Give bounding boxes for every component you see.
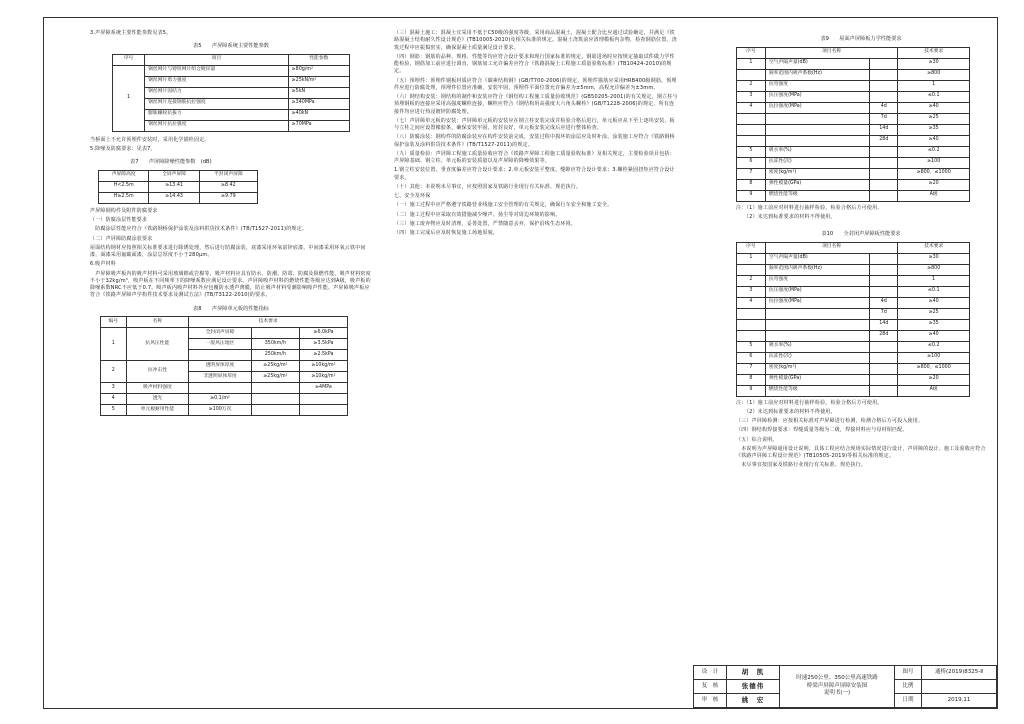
table-cell: ≥5kN: [288, 87, 349, 98]
table-cell: ≥20: [898, 374, 970, 385]
table-cell: [765, 113, 869, 124]
table-cell: 透明屏体厚度: [189, 361, 252, 372]
table-cell: ≥340MPa: [288, 98, 349, 109]
column-middle: [394, 30, 679, 239]
table-cell: 14d: [870, 319, 898, 330]
table-header-cell: 名称: [126, 317, 189, 328]
body-paragraph: （二）施工过程中应采取有效措施减少噪声、扬尘等对周边环境的影响。: [394, 211, 561, 218]
table-row: [737, 352, 970, 363]
table-cell: 抗拉强度(MPa): [765, 297, 869, 308]
body-paragraph: （二）声屏障防腐涂装要求: [90, 235, 153, 242]
reviewer-signature: 姚 宏: [727, 694, 780, 708]
table-cell: [737, 330, 766, 341]
table-cell: 7: [737, 168, 766, 179]
body-paragraph: 声屏障钢构件及附件防腐要求: [90, 207, 158, 214]
table-cell: [870, 385, 898, 396]
table-cell: 2: [737, 80, 766, 91]
table-cell: 密度(kg/m³): [765, 363, 869, 374]
table-cell: [765, 124, 869, 135]
notes-a: [90, 137, 372, 154]
table-cell: [737, 113, 766, 124]
table-cell: [870, 157, 898, 168]
table-row: [737, 319, 970, 330]
table-header-row: [99, 170, 258, 181]
table-cell: 3: [737, 286, 766, 297]
column-left: [90, 30, 372, 416]
table-row: [113, 87, 350, 98]
designer-label: 设 计: [694, 666, 727, 680]
table-cell: ≤0.1: [898, 91, 970, 102]
table-cell: ≥800: [898, 264, 970, 275]
table-cell: ≥30: [898, 253, 970, 264]
drawing-no-label: 图号: [895, 666, 922, 680]
table-cell: A级: [898, 190, 970, 201]
note-text: 注：（1）施工前应对材料进行抽样检验，检验合格后方可使用。: [736, 204, 883, 211]
table-cell: ≥10kg/m²: [299, 361, 347, 372]
table-cell: [765, 308, 869, 319]
table-cell: [870, 363, 898, 374]
table-header-row: [737, 242, 970, 253]
body-paragraph: 七、安全及环保: [394, 193, 431, 199]
table-row: [101, 361, 348, 372]
table-cell: 4: [737, 102, 766, 113]
table-row: [113, 65, 350, 76]
table-cell: ≥30: [898, 58, 970, 69]
table5: [112, 54, 350, 132]
date-label: 日期: [895, 694, 922, 708]
table-cell: 5: [101, 405, 127, 416]
table-row: [737, 58, 970, 69]
table-header-cell: 技术要求: [898, 242, 970, 253]
column-right: [736, 30, 986, 472]
table-cell: 28d: [870, 135, 898, 146]
table-row: [737, 124, 970, 135]
table-cell: 7d: [870, 113, 898, 124]
table-cell: 7: [737, 363, 766, 374]
table7-caption: 表7 声屏障降噪性能参数 (dB): [130, 159, 212, 166]
table-cell: 1: [898, 275, 970, 286]
table-row: [737, 374, 970, 385]
note-text: 未尽事宜按国家及铁路行业现行有关标准、规范执行。: [736, 462, 867, 469]
table-header-cell: 项目名称: [765, 47, 897, 58]
table-row: [737, 275, 970, 286]
table-cell: ≥35: [898, 124, 970, 135]
table-cell: [251, 383, 299, 394]
table-cell: 频率范围内吸声系数(Hz): [765, 69, 869, 80]
body-paragraph: （一）防腐涂层性能要求: [90, 217, 148, 224]
title-block: [693, 665, 997, 708]
table-cell: ≥4MPa: [299, 383, 347, 394]
table-cell: 吸水率(%): [765, 146, 869, 157]
table-cell: A级: [898, 385, 970, 396]
body-paragraph: （七）声屏障单元板的安装：声屏障单元板的安装应在钢立柱安装完成并检验合格后进行，单元板应从下至上逐块安装，板与立柱之间应设置橡胶条，确保安装牢固、密封良好，单元板安装完成后应进行整体检查。: [394, 117, 675, 131]
table-header-cell: 序号: [737, 47, 766, 58]
table-cell: 250km/h: [251, 350, 299, 361]
table-cell: [737, 264, 766, 275]
table-cell: [737, 319, 766, 330]
note-text: 5.降噪及防腐要求：见表7。: [90, 146, 156, 153]
table-cell: [737, 124, 766, 135]
table9: [736, 47, 970, 202]
table-cell: [251, 394, 299, 405]
table-cell: 弹性模量(GPa): [765, 179, 869, 190]
table-cell: ≥100: [898, 352, 970, 363]
body-paragraph: （三）施工废弃物应及时清理，妥善处置，严禁随意丢弃，保护沿线生态环境。: [394, 220, 577, 227]
table-cell: ≥800，≤1000: [898, 168, 970, 179]
table-cell: ≥25: [898, 113, 970, 124]
table-cell: 1: [898, 80, 970, 91]
table-row: [737, 253, 970, 264]
table-cell: 一般风压地区: [189, 339, 252, 350]
table-header-cell: 项目名称: [765, 242, 897, 253]
table-cell: 3: [737, 91, 766, 102]
table-header-cell: 项目: [145, 54, 289, 65]
table-row: [737, 146, 970, 157]
date: 2019.11: [922, 694, 997, 708]
table-cell: [870, 341, 898, 352]
designer-signature: 胡 凯: [727, 666, 780, 680]
body-paragraph: （四）钢筋：钢筋的品种、规格、性能等均应符合设计要求和现行国家标准的规定，钢筋进场时应按规定抽取试件做力学性能检验，钢筋加工前应进行调直，钢筋加工允许偏差应符合《铁路混凝土工程施工质量验收标准》(TB10424-2010)的规定。: [394, 53, 675, 75]
body-paragraph: （八）防腐涂装：钢构件的防腐涂装应在构件安装前完成，安装过程中损坏的涂层应及时补涂，涂装施工应符合《铁路钢桥保护涂装及涂料供货技术条件》(TB/T1527-2011)的规定。: [394, 134, 675, 148]
table-cell: ≥3.5kPa: [299, 339, 347, 350]
table-row: [737, 102, 970, 113]
table-cell: 5: [737, 341, 766, 352]
table-cell: [737, 135, 766, 146]
note-text: 注：（1）施工前应对材料进行抽样检验，检验合格后方可使用。: [736, 399, 883, 406]
table-cell: [737, 308, 766, 319]
table-row: [99, 181, 258, 192]
body-paragraph: （一）施工过程中应严格遵守铁路营业线施工安全管理的有关规定，确保行车安全和施工安全。: [394, 202, 613, 209]
table-cell: 7d: [870, 308, 898, 319]
table-cell: 燃烧性能等级: [765, 190, 869, 201]
table-cell: 5: [737, 146, 766, 157]
table-cell: 6: [737, 157, 766, 168]
body-paragraph: （六）钢结构安装：钢结构的制作和安装应符合《钢结构工程施工质量验收规范》(GB50205-2001)的有关规定，钢立柱与预埋钢板的连接应采用高强度螺栓连接，螺栓应符合《钢结构用高强度大六角头螺栓》(GB/T1228-2006)的规定，所有连接件均应进行热浸镀锌防腐处理。: [394, 94, 678, 115]
table-header-cell: 声屏障高度: [99, 170, 149, 181]
body-paragraph: （十）其他：本说明未尽事宜，应按照国家及铁路行业现行有关标准、规范执行。: [394, 183, 582, 190]
body-paragraph: 6.吸声材料: [90, 261, 116, 268]
table-cell: 全封闭声屏障: [189, 328, 252, 339]
table-cell: [870, 275, 898, 286]
body-paragraph: 声屏障吸声板内的吸声材料可采用玻璃棉或岩棉等，吸声材料应具有防水、防潮、防霉、防腐及阻燃性能，吸声材料密度不小于32kg/m³，吸声板在不同频率下的降噪系数应满足设计要求。声屏障吸声材料的燃烧性能等级应达到A级，吸声板的降噪系数NRC不应低于0.7。吸声板内吸声材料外应包覆防水透声薄膜，防止吸声材料受潮影响吸声性能。声屏障吸声板应符合《铁路声屏障声学构件技术要求及测试方法》(TB/T3122-2010)的要求。: [90, 270, 371, 299]
table-cell: 4d: [870, 102, 898, 113]
table-cell: [870, 69, 898, 80]
table-cell: 抗冻性(次): [765, 352, 869, 363]
table-row: [737, 69, 970, 80]
table-cell: ≥35: [898, 319, 970, 330]
table-cell: ≥80g/m²: [288, 65, 349, 76]
table-cell: ≥10kg/m²: [299, 372, 347, 383]
table-row: [101, 383, 348, 394]
table-header-cell: 序号: [113, 54, 145, 65]
table-cell: ≥14.43: [149, 192, 199, 203]
note-text: （五）综合说明。: [736, 436, 778, 443]
table-cell: 空气声隔声量(dB): [765, 58, 869, 69]
table-cell: [189, 350, 252, 361]
table-cell: 28d: [870, 330, 898, 341]
reviewer-label: 审 核: [694, 694, 727, 708]
table-cell: 8: [737, 179, 766, 190]
table-cell: 4: [737, 297, 766, 308]
table-row: [101, 394, 348, 405]
table-cell: ≥20: [898, 179, 970, 190]
table-cell: [870, 146, 898, 157]
table-row: [101, 328, 348, 339]
table-cell: [870, 168, 898, 179]
table-cell: ≥25kg/m²: [251, 372, 299, 383]
ratio: [922, 680, 997, 694]
table-cell: ≥40: [898, 297, 970, 308]
table10-caption: 表10 全封闭声屏障板性能要求: [821, 231, 901, 238]
table-row: [737, 363, 970, 374]
note-text: （四）钢结构焊接要求：焊缝质量等级为二级，焊接材料应与母材相匹配。: [736, 427, 908, 434]
table-cell: 4: [101, 394, 127, 405]
table-cell: 钢丝网片抗拉强度: [145, 120, 289, 131]
table9-caption: 表9 屋面声屏障板力学性能要求: [820, 36, 902, 42]
note-text: 本说明为声屏障通用设计说明，具体工程应结合现场实际情况进行设计，声屏障的设计、施工及验收应符合《铁路声屏障工程设计规范》(TB10505-2019)等相关标准的规定。: [736, 445, 986, 460]
table-row: [737, 190, 970, 201]
project-line-1: 时速250公里、350公里高速铁路: [796, 674, 878, 681]
table-cell: [870, 190, 898, 201]
table-cell: ≥0.1/m²: [189, 394, 252, 405]
table-cell: 350km/h: [251, 339, 299, 350]
intro-text: 3.声屏障系统主要性能参数见表5。: [90, 30, 172, 36]
paragraphs-middle: [394, 30, 679, 237]
table-cell: 钢丝网片与铸铁网片组合镀锌量: [145, 65, 289, 76]
table9-notes: [736, 205, 986, 222]
table-cell: 4d: [870, 297, 898, 308]
body-paragraph: 屋面结构钢材应按照相关标准要求进行除锈处理，然后进行防腐涂装，底漆采用环氧富锌底漆，中间漆采用环氧云铁中间漆，面漆采用氟碳面漆，涂层总厚度不小于280μm。: [90, 244, 366, 259]
table-row: [737, 286, 970, 297]
body-paragraph: （九）质量检验：声屏障工程施工质量验收应符合《铁路声屏障工程施工质量验收标准》及相关规定，主要检验项目包括：声屏障基础、钢立柱、单元板的安装质量以及声屏障的降噪效果等。: [394, 150, 675, 164]
table-cell: [299, 405, 347, 416]
drawing-no: 通桥(2019)8325-Ⅱ: [922, 666, 997, 680]
table-row: [737, 341, 970, 352]
table-cell: [870, 253, 898, 264]
table-row: [737, 330, 970, 341]
table-cell: ≥40kN: [288, 109, 349, 120]
table-header-cell: 性能参数: [288, 54, 349, 65]
table-header-cell: 编号: [101, 317, 127, 328]
table-cell: [870, 179, 898, 190]
table-cell: ≥70MPa: [288, 120, 349, 131]
table-cell: ≥40: [898, 135, 970, 146]
table8-caption: 表8 声屏障单元板的性能指标: [193, 305, 269, 312]
body-paragraph: （五）预埋件：预埋件钢板材质应符合《碳素结构钢》(GB/T700-2006)的规定，预埋件锚筋应采用HRB400级钢筋，预埋件应进行防腐处理，预埋件位置应准确，安装牢固，预埋件平面位置允许偏差为±5mm，高程允许偏差为±3mm。: [394, 77, 677, 91]
table-cell: 2: [101, 361, 127, 383]
note-text: 当桥面上不允许预埋件安装时，采用化学锚栓固定。: [90, 136, 210, 143]
table-cell: [765, 135, 869, 146]
table-cell: ≥100万次: [189, 405, 252, 416]
table7: [98, 170, 258, 204]
table-cell: [870, 91, 898, 102]
table-cell: ≥800: [898, 69, 970, 80]
table-cell: 透光: [126, 394, 189, 405]
note-text: （三）声屏障检测：应按相关标准对声屏障进行检测，检测合格后方可投入使用。: [736, 418, 924, 425]
table-row: [737, 80, 970, 91]
table-header-row: [113, 54, 350, 65]
table-cell: [189, 383, 252, 394]
table-header-cell: 半封闭声屏障: [199, 170, 257, 181]
table-header-row: [101, 317, 348, 328]
table-cell: 单元板耐用性能: [126, 405, 189, 416]
table5-caption: 表5 声屏障系统主要性能参数: [193, 43, 269, 50]
table-cell: ≥6.0kPa: [299, 328, 347, 339]
table-cell: 钢丝网片剪力强度: [145, 76, 289, 87]
table-cell: 吸声材料强度: [126, 383, 189, 394]
table-row: [737, 297, 970, 308]
table-cell: 抗弯强度: [765, 275, 869, 286]
table10: [736, 242, 970, 397]
table-row: [737, 157, 970, 168]
table-row: [737, 168, 970, 179]
table-cell: ≥800，≤1000: [898, 363, 970, 374]
table-cell: ≥9.79: [199, 192, 257, 203]
table-cell: 1: [113, 65, 145, 131]
table-cell: 抗弯强度: [765, 80, 869, 91]
table-cell: [870, 58, 898, 69]
table-cell: 频率范围内吸声系数(Hz): [765, 264, 869, 275]
table-cell: ≥100: [898, 157, 970, 168]
body-paragraph: （四）施工完成后应及时恢复施工场地原貌。: [394, 230, 499, 236]
table-cell: 抗压强度(MPa): [765, 286, 869, 297]
table-row: [737, 308, 970, 319]
table-cell: 9: [737, 190, 766, 201]
table-cell: [870, 80, 898, 91]
table-cell: ≥13.41: [149, 181, 199, 192]
table-header-cell: 序号: [737, 242, 766, 253]
table-cell: 燃烧性能等级: [765, 385, 869, 396]
table-cell: 膨胀螺栓抗拔力: [145, 109, 289, 120]
table-cell: 9: [737, 385, 766, 396]
table-cell: 1: [737, 253, 766, 264]
body-paragraph: （三）混凝土施工：混凝土宜采用不低于C50级的强度等级，采用商品混凝土，混凝土配合比应通过试验确定，并满足《铁路混凝土结构耐久性设计规范》(TB10005-2010)及相关标准的规定。混凝土浇筑前应清理模板内杂物，检查钢筋位置，浇筑过程中应振捣密实，确保混凝土质量满足设计要求。: [394, 30, 677, 51]
table-cell: 3: [101, 383, 127, 394]
body-paragraph: 防腐涂层性能应符合《铁路钢桥保护涂装及涂料供货技术条件》(TB/T1527-2011)的规定。: [90, 226, 307, 233]
note-text: （2）未达到标准要求的材料不得使用。: [736, 408, 836, 415]
table-cell: 空气声隔声量(dB): [765, 253, 869, 264]
table-header-cell: 全屏声屏障: [149, 170, 199, 181]
paragraphs-left: [90, 208, 372, 300]
note-text: （2）未达到标准要求的材料不得使用。: [736, 213, 836, 220]
table-row: [113, 76, 350, 87]
table-cell: [765, 330, 869, 341]
table-cell: 抗拉强度(MPa): [765, 102, 869, 113]
body-paragraph: 1.钢立柱安装位置、垂直度偏差应符合设计要求；2.单元板安装平整度、缝隙应符合设计要求；3.螺栓紧固扭矩应符合设计要求。: [394, 167, 675, 181]
table-cell: 钢丝网片固结力: [145, 87, 289, 98]
table-row: [737, 135, 970, 146]
ratio-label: 比例: [895, 680, 922, 694]
table-cell: H<2.5m: [99, 181, 149, 192]
table-cell: ≥2.5kPa: [299, 350, 347, 361]
table-row: [737, 91, 970, 102]
table-cell: ≥40: [898, 330, 970, 341]
table-header-cell: 技术要求: [898, 47, 970, 58]
checker-label: 复 核: [694, 680, 727, 694]
table-row: [99, 192, 258, 203]
table-cell: [737, 69, 766, 80]
table-cell: [870, 374, 898, 385]
table-cell: 抗压强度(MPa): [765, 91, 869, 102]
table-cell: 弹性模量(GPa): [765, 374, 869, 385]
table-cell: [251, 328, 299, 339]
table-cell: 钢丝网片连接钢筋抗拉强度: [145, 98, 289, 109]
table-cell: ≥25kg/m²: [251, 361, 299, 372]
table-row: [737, 264, 970, 275]
table-cell: 非透明屏体厚度: [189, 372, 252, 383]
table-cell: 吸水率(%): [765, 341, 869, 352]
table-cell: 抗冲击性: [126, 361, 189, 383]
table-cell: ≤0.2: [898, 146, 970, 157]
table-row: [737, 179, 970, 190]
table-cell: ≥8.42: [199, 181, 257, 192]
table-cell: ≥25kN/m²: [288, 76, 349, 87]
table-cell: 6: [737, 352, 766, 363]
table-row: [737, 385, 970, 396]
table-cell: ≤0.1: [898, 286, 970, 297]
table-cell: ≥40: [898, 102, 970, 113]
checker-signature: 张德伟: [727, 680, 780, 694]
table-cell: [765, 319, 869, 330]
table-cell: ≥25: [898, 308, 970, 319]
table-cell: 2: [737, 275, 766, 286]
table-cell: H≥2.5m: [99, 192, 149, 203]
table-cell: 14d: [870, 124, 898, 135]
table8: [100, 316, 348, 416]
project-line-2: 桥梁声屏障声屏障安装图: [806, 682, 868, 689]
table-cell: 抗冻性(次): [765, 157, 869, 168]
table-cell: 8: [737, 374, 766, 385]
table-row: [737, 113, 970, 124]
table-cell: [299, 394, 347, 405]
table-row: [101, 405, 348, 416]
table-header-row: [737, 47, 970, 58]
table-cell: [870, 286, 898, 297]
table-cell: 1: [101, 328, 127, 361]
table-row: [113, 98, 350, 109]
table10-notes: [736, 400, 986, 470]
table-cell: [870, 264, 898, 275]
table-cell: 密度(kg/m³): [765, 168, 869, 179]
table-cell: [251, 405, 299, 416]
table-header-cell: 技术要求: [189, 317, 348, 328]
table-cell: [870, 352, 898, 363]
table-row: [113, 120, 350, 131]
table-cell: 抗风压性能: [126, 328, 189, 361]
project-line-3: 说明书(一): [823, 690, 851, 697]
project-title-cell: [780, 666, 895, 708]
table-cell: ≤0.2: [898, 341, 970, 352]
table-row: [113, 109, 350, 120]
table-cell: 1: [737, 58, 766, 69]
